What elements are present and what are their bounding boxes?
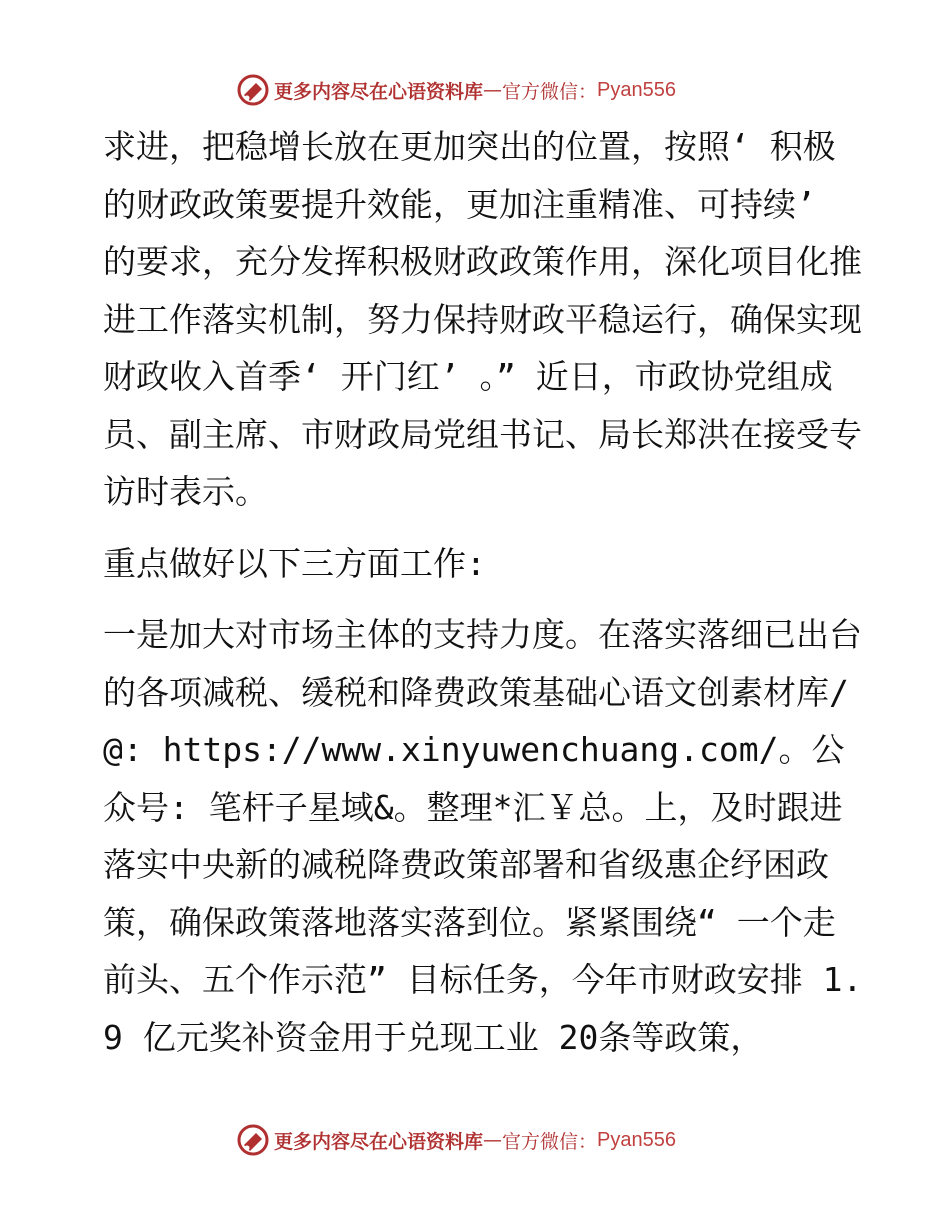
paragraph-2: 重点做好以下三方面工作: bbox=[103, 543, 486, 583]
logo-icon bbox=[236, 73, 270, 107]
watermark-dash: — bbox=[483, 79, 503, 101]
watermark-subtext: 官方微信： bbox=[502, 1130, 598, 1153]
watermark-text: 更多内容尽在心语资料库 bbox=[274, 80, 484, 103]
watermark-id: Pyan556 bbox=[597, 1128, 676, 1151]
watermark-dash: — bbox=[483, 1129, 503, 1151]
footer-watermark bbox=[236, 1122, 676, 1158]
logo-icon bbox=[236, 1123, 270, 1157]
document-body bbox=[103, 118, 863, 1066]
paragraph-3: 一是加大对市场主体的支持力度。在落实落细已出台的各项减税、缓税和降费政策基础心语文创素材库/@: https://www.xinyuwenchuang.com/。公众号: 笔杆子星域&。整理*汇￥总。上，及时跟进落实中央新的减税降费政策部署和省级惠企纾困政策，确保政策落地落实落到位。紧紧围绕“ 一个走前头、五个作示范” 目标任务，今年市财政安排 1.9 亿元奖补资金用于兑现工业 20条等政策， bbox=[103, 615, 863, 1057]
header-watermark bbox=[236, 72, 676, 108]
watermark-id: Pyan556 bbox=[597, 78, 676, 101]
paragraph-1: 求进，把稳增长放在更加突出的位置，按照‘ 积极的财政政策要提升效能，更加注重精准、可持续’ 的要求，充分发挥积极财政政策作用，深化项目化推进工作落实机制，努力保持财政平稳运行，确保实现财政收入首季‘ 开门红’ 。” 近日，市政协党组成员、副主席、市财政局党组书记、局长郑洪在接受专访时表示。 bbox=[103, 127, 862, 511]
watermark-subtext: 官方微信： bbox=[502, 80, 598, 103]
watermark-text: 更多内容尽在心语资料库 bbox=[274, 1130, 484, 1153]
